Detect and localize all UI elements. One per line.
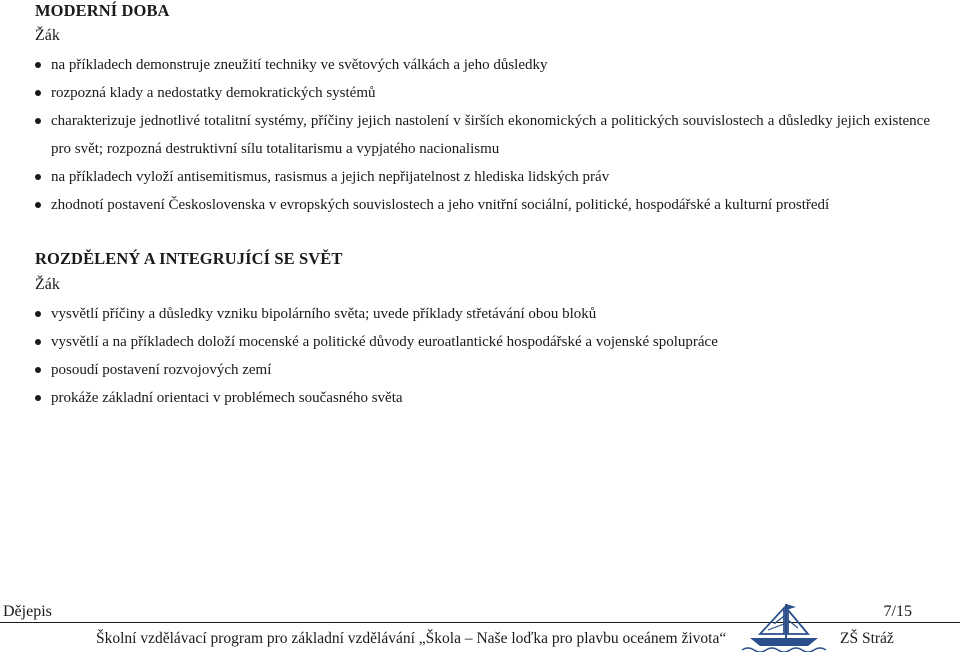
list-item: charakterizuje jednotlivé totalitní systémy, příčiny jejich nastolení v širších ekonomických a politických souvislostech a důsledky jejich existence pro svět; rozpozná destruktivní sílu totalitarismu a vypjatého nacionalismu xyxy=(0,107,960,163)
footer-subject: Dějepis xyxy=(3,603,52,620)
outcomes-list-divided-world xyxy=(0,300,960,412)
list-item: posoudí postavení rozvojových zemí xyxy=(0,356,960,384)
section-title-modern-era: MODERNÍ DOBA xyxy=(35,1,170,20)
list-item: zhodnotí postavení Československa v evropských souvislostech a jeho vnitřní sociální, politické, hospodářské a kulturní prostředí xyxy=(0,191,960,219)
list-item: na příkladech vyloží antisemitismus, rasismus a jejich nepřijatelnost z hlediska lidských práv xyxy=(0,163,960,191)
footer-school-name: ZŠ Stráž xyxy=(840,630,894,647)
list-item: vysvětlí příčiny a důsledky vzniku bipolárního světa; uvede příklady střetávání obou bloků xyxy=(0,300,960,328)
list-item: na příkladech demonstruje zneužití techniky ve světových válkách a jeho důsledky xyxy=(0,51,960,79)
list-item: prokáže základní orientaci v problémech současného světa xyxy=(0,384,960,412)
student-label: Žák xyxy=(35,27,60,44)
sailboat-icon xyxy=(738,600,830,652)
outcomes-list-modern-era xyxy=(0,51,960,219)
section-title-divided-world: ROZDĚLENÝ A INTEGRUJÍCÍ SE SVĚT xyxy=(35,249,343,268)
list-item: vysvětlí a na příkladech doloží mocenské a politické důvody euroatlantické hospodářské a vojenské spolupráce xyxy=(0,328,960,356)
list-item: rozpozná klady a nedostatky demokratických systémů xyxy=(0,79,960,107)
student-label: Žák xyxy=(35,276,60,293)
page-number: 7/15 xyxy=(883,603,912,620)
footer-program-title: Školní vzdělávací program pro základní vzdělávání „Škola – Naše loďka pro plavbu oceánem života“ xyxy=(96,630,727,647)
